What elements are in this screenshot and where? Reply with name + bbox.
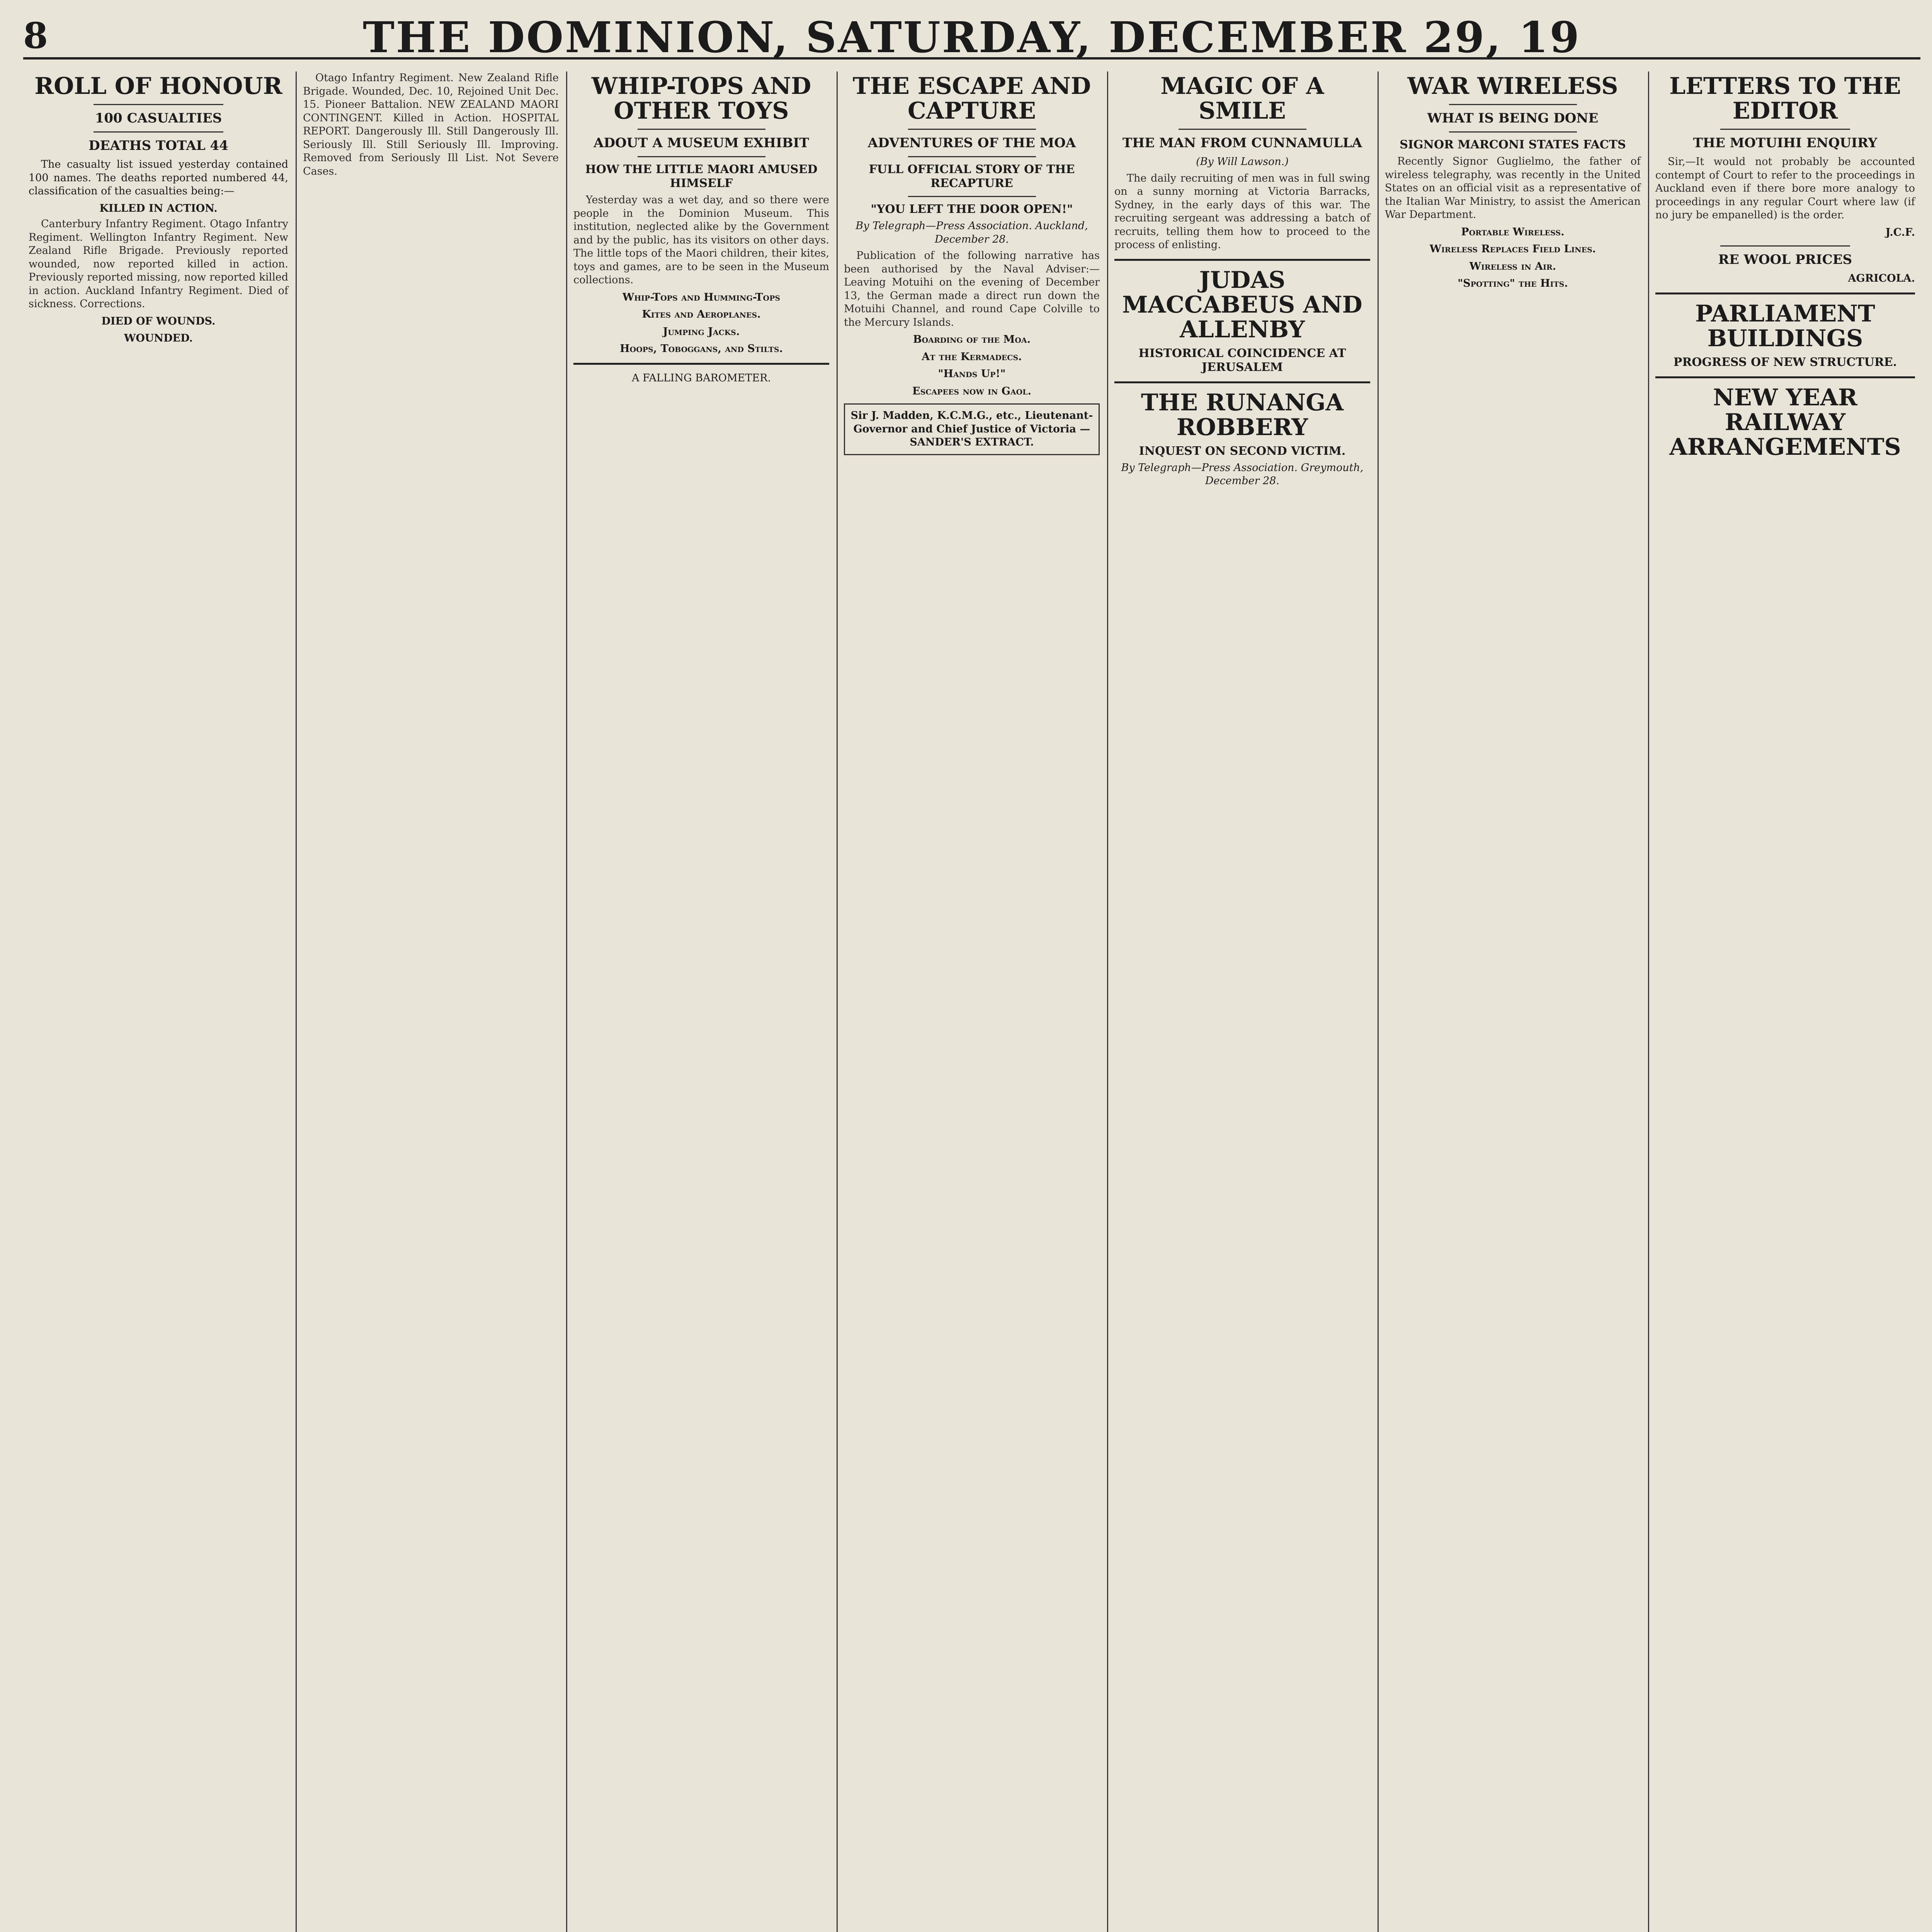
article-body: The daily recruiting of men was in full swing on a sunny morning at Victoria Barracks, Sydney, in the early days of this war. The recruiting sergeant was addressing a batch of recruits, telling them how to proceed to the process of enlisting.: [1114, 172, 1370, 251]
advertisement-sanders-extract: Sir J. Madden, K.C.M.G., etc., Lieutenant-Governor and Chief Justice of Victoria — SANDER'S EXTRACT.: [844, 403, 1100, 455]
crosshead-hoops: Hoops, Toboggans, and Stilts.: [620, 343, 783, 355]
subhead-moa: ADVENTURES OF THE MOA: [867, 135, 1076, 151]
crosshead-spotting: "Spotting" the Hits.: [1458, 277, 1568, 289]
divider: [638, 156, 765, 157]
dateline: By Telegraph—Press Association. Greymouth, December 28.: [1121, 461, 1364, 487]
deck-door-open-quote: "YOU LEFT THE DOOR OPEN!": [871, 202, 1073, 216]
letter-signature: AGRICOLA.: [1848, 272, 1915, 284]
subhead-motuihi-enquiry: THE MOTUIHI ENQUIRY: [1693, 135, 1878, 151]
divider: [1449, 104, 1577, 105]
divider: [908, 196, 1036, 197]
divider: [1655, 376, 1915, 378]
section-died-of-wounds: DIED OF WOUNDS.: [101, 315, 216, 327]
column-rule: [1378, 71, 1379, 1932]
column-rule: [1107, 71, 1108, 1932]
divider: [1720, 245, 1850, 247]
column-roll-of-honour: [23, 71, 294, 1932]
casualty-list-text: Canterbury Infantry Regiment. Otago Infantry Regiment. Wellington Infantry Regiment. New Zealand Rifle Brigade. Previously reported wounded, now reported killed in action. Previously reported missing, now reported killed in action. Auckland Infantry Regiment. Died of sickness. Corrections.: [29, 218, 288, 310]
crosshead-hands-up: "Hands Up!": [938, 368, 1006, 380]
page-number: 8: [23, 15, 48, 56]
section-killed: KILLED IN ACTION.: [99, 202, 218, 214]
column-casualty-list-continued: [298, 71, 564, 1932]
article-body: Yesterday was a wet day, and so there were people in the Dominion Museum. This institution, neglected alike by the Government and by the public, has its visitors on other days. The little tops of the Maori children, their kites, toys and games, are to be seen in the Museum collections.: [573, 194, 829, 286]
crosshead-boarding: Boarding of the Moa.: [913, 333, 1031, 345]
subhead-deaths-total: DEATHS TOTAL 44: [88, 138, 228, 153]
masthead: [23, 11, 1920, 60]
headline-roll-of-honour: ROLL OF HONOUR: [34, 73, 282, 100]
headline-railway-arrangements: NEW YEAR RAILWAY ARRANGEMENTS: [1669, 384, 1901, 461]
column-rule: [296, 71, 297, 1932]
headline-war-wireless: WAR WIRELESS: [1407, 73, 1618, 100]
article-body: Publication of the following narrative has been authorised by the Naval Adviser:— Leaving Motuihi on the evening of December 13, the German made a direct run down the Motuihi Channel, and round Cape Colville to the Mercury Islands.: [844, 250, 1100, 328]
column-rule: [566, 71, 567, 1932]
divider: [1179, 129, 1306, 130]
subhead-being-done: WHAT IS BEING DONE: [1427, 111, 1599, 126]
letter-signature: J.C.F.: [1885, 226, 1915, 238]
divider: [94, 104, 223, 105]
casualty-list-continued-text: Otago Infantry Regiment. New Zealand Rifle Brigade. Wounded, Dec. 10, Rejoined Unit Dec. 15. Pioneer Battalion. NEW ZEALAND MAORI CONTINGENT. Killed in Action. HOSPITAL REPORT. Dangerously Ill. Still Dangerously Ill. Seriously Ill. Still Seriously Ill. Improving. Removed from Seriously Ill List. Not Severe Cases.: [303, 72, 559, 177]
crosshead-gaol: Escapees now in Gaol.: [912, 385, 1031, 397]
letter-body: Sir,—It would not probably be accounted contempt of Court to refer to the proceedings in Auckland even if there bore more analogy to proceedings in any regular Court where law (if no jury be empanelled) is the order.: [1655, 156, 1915, 221]
divider: [908, 156, 1036, 157]
newspaper-title: THE DOMINION, SATURDAY, DECEMBER 29, 19: [362, 12, 1581, 62]
deck-inquest: INQUEST ON SECOND VICTIM.: [1139, 444, 1346, 458]
headline-judas-maccabeus: JUDAS MACCABEUS AND ALLENBY: [1122, 266, 1362, 343]
divider: [1720, 129, 1850, 130]
subhead-museum-exhibit: ADOUT A MUSEUM EXHIBIT: [594, 135, 809, 151]
crosshead-in-air: Wireless in Air.: [1469, 260, 1556, 272]
crosshead-whip-tops: Whip-Tops and Humming-Tops: [622, 291, 781, 303]
subhead-cunnamulla: THE MAN FROM CUNNAMULLA: [1122, 135, 1362, 151]
subhead-casualties: 100 CASUALTIES: [95, 111, 222, 126]
article-body: Recently Signor Guglielmo, the father of wireless telegraphy, was recently in the United States on an official visit as a representative of the Italian War Ministry, to assist the American War Department.: [1385, 155, 1641, 221]
headline-runanga-robbery: THE RUNANGA ROBBERY: [1141, 389, 1344, 441]
crosshead-kermadecs: At the Kermadecs.: [922, 350, 1022, 363]
divider: [1655, 293, 1915, 294]
headline-escape-capture: THE ESCAPE AND CAPTURE: [852, 73, 1091, 124]
crosshead-portable: Portable Wireless.: [1461, 226, 1565, 238]
dateline: By Telegraph—Press Association. Auckland, December 28.: [855, 220, 1088, 245]
divider: [1114, 381, 1370, 383]
headline-letters: LETTERS TO THE EDITOR: [1669, 73, 1901, 124]
divider: [573, 363, 829, 365]
byline: (By Will Lawson.): [1196, 156, 1289, 168]
headline-whip-tops: WHIP-TOPS AND OTHER TOYS: [591, 73, 811, 124]
column-whip-tops: [568, 71, 835, 1932]
deck-jerusalem: HISTORICAL COINCIDENCE AT JERUSALEM: [1138, 346, 1346, 374]
divider: [908, 129, 1036, 130]
deck-official-story: FULL OFFICIAL STORY OF THE RECAPTURE: [869, 163, 1075, 190]
casualty-intro: The casualty list issued yesterday contained 100 names. The deaths reported numbered 44, classification of the casualties being:—: [29, 158, 288, 197]
footer-headline-barometer: A FALLING BAROMETER.: [631, 372, 771, 384]
column-letters: [1650, 71, 1920, 1932]
divider: [94, 131, 223, 133]
crosshead-jumping-jacks: Jumping Jacks.: [663, 325, 740, 338]
headline-magic-smile: MAGIC OF A SMILE: [1160, 73, 1324, 124]
column-rule: [837, 71, 838, 1932]
crosshead-field-lines: Wireless Replaces Field Lines.: [1429, 243, 1596, 255]
column-magic-smile: [1109, 71, 1376, 1932]
column-escape-capture: [838, 71, 1105, 1932]
divider: [1449, 131, 1577, 133]
crosshead-kites: Kites and Aeroplanes.: [642, 308, 761, 320]
divider: [1114, 259, 1370, 261]
headline-parliament-buildings: PARLIAMENT BUILDINGS: [1695, 300, 1875, 352]
section-wounded: WOUNDED.: [124, 332, 193, 344]
divider: [638, 129, 765, 130]
deck-progress: PROGRESS OF NEW STRUCTURE.: [1673, 355, 1897, 369]
newspaper-columns: [23, 71, 1920, 1932]
column-rule: [1648, 71, 1649, 1932]
deck-marconi: SIGNOR MARCONI STATES FACTS: [1400, 138, 1626, 151]
column-war-wireless: [1379, 71, 1646, 1932]
subhead-wool-prices: RE WOOL PRICES: [1718, 252, 1852, 267]
deck-little-maori: HOW THE LITTLE MAORI AMUSED HIMSELF: [585, 163, 818, 190]
